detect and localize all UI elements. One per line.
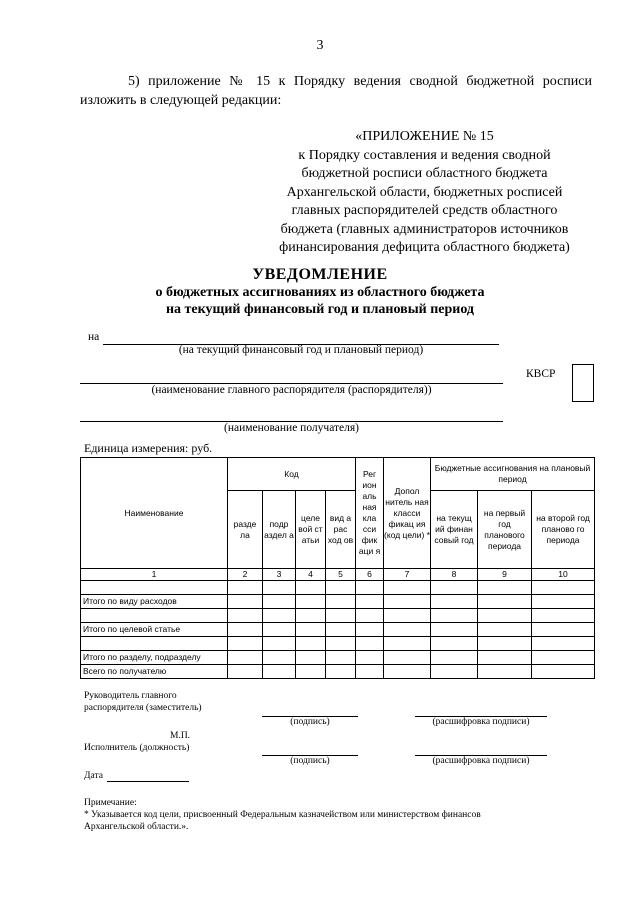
header-section: разде ла (228, 491, 263, 569)
head-label-2: распорядителя (заместитель) (84, 703, 202, 713)
title-main: УВЕДОМЛЕНИЕ (252, 266, 388, 283)
col-number: 5 (326, 569, 356, 581)
kvsr-label: КВСР (526, 368, 556, 380)
col-number: 10 (532, 569, 595, 581)
head-label-1: Руководитель главного (84, 691, 177, 701)
appendix-header (262, 128, 587, 258)
appendix-line: бюджетной росписи областного бюджета (301, 166, 548, 181)
na-label: на (88, 331, 100, 343)
header-target: целе вой ст атьи (296, 491, 326, 569)
note-line-1: * Указывается код цели, присвоенный Федеральным казначейством или министерством финансов (84, 810, 481, 820)
title-sub-2: на текущий финансовый год и плановый период (165, 302, 475, 317)
distributor-caption: (наименование главного распорядителя (распорядителя)) (151, 384, 432, 396)
header-code: Код (228, 458, 356, 491)
col-number: 9 (478, 569, 532, 581)
header-allocations: Бюджетные ассигнования на плановый период (431, 458, 595, 491)
table-row (81, 651, 595, 665)
col-number: 1 (81, 569, 228, 581)
head-label (84, 690, 202, 714)
appendix-line: к Порядку составления и ведения сводной (298, 147, 551, 163)
col-number: 4 (296, 569, 326, 581)
header-first-year: на первый год планового периода (478, 491, 532, 569)
header-additional: Допол нитель ная класси фикац ия (код цели) * (384, 458, 431, 569)
appendix-line: Архангельской области, бюджетных росписей (286, 184, 563, 200)
executor-name-caption: (расшифровка подписи) (432, 756, 530, 766)
row-label: Итого по виду расходов (81, 595, 228, 609)
col-number: 3 (263, 569, 296, 581)
intro-paragraph (80, 72, 592, 110)
stamp-label: М.П. (170, 731, 191, 741)
table-row (81, 623, 595, 637)
table-row (81, 609, 595, 623)
table-row (81, 665, 595, 679)
unit-line: Единица измерения: руб. (84, 441, 213, 455)
document-title (0, 266, 640, 319)
col-number: 6 (356, 569, 384, 581)
period-caption: (на текущий финансовый год и плановый период) (178, 344, 424, 356)
table-row (81, 637, 595, 651)
date-line (107, 781, 189, 782)
header-name: Наименование (81, 458, 228, 569)
head-signature-caption: (подпись) (290, 717, 330, 727)
intro-line-2: изложить в следующей редакции: (80, 93, 282, 108)
appendix-line: финансирования дефицита областного бюджета) (279, 240, 570, 255)
col-number: 2 (228, 569, 263, 581)
col-number: 7 (384, 569, 431, 581)
header-exptype: вид а рас ход ов (326, 491, 356, 569)
recipient-caption: (наименование получателя) (223, 422, 360, 434)
page-number: 3 (316, 38, 324, 53)
executor-signature-caption: (подпись) (290, 756, 330, 766)
executor-label: Исполнитель (должность) (84, 743, 190, 753)
header-regional: Рег ион аль ная кла сси фик аци я (356, 458, 384, 569)
col-number: 8 (431, 569, 478, 581)
kvsr-box (572, 364, 594, 402)
header-current-year: на текущ ий финан совый год (431, 491, 478, 569)
title-sub-1: о бюджетных ассигнованиях из областного бюджета (155, 284, 485, 300)
note-title: Примечание: (84, 798, 137, 808)
header-subsection: подр аздел а (263, 491, 296, 569)
table-row (81, 581, 595, 595)
head-name-caption: (расшифровка подписи) (432, 717, 530, 727)
row-label: Итого по целевой статье (81, 623, 228, 637)
header-second-year: на второй год планово го периода (532, 491, 595, 569)
intro-line-1: 5) приложение № 15 к Порядку ведения сводной бюджетной росписи (128, 74, 592, 89)
note (84, 797, 481, 833)
row-label: Всего по получателю (81, 665, 228, 679)
appendix-line: «ПРИЛОЖЕНИЕ № 15 (355, 129, 494, 144)
note-line-2: Архангельской области.». (84, 822, 189, 832)
row-label: Итого по разделу, подразделу (81, 651, 228, 665)
appendix-line: бюджета (главных администраторов источников (280, 221, 569, 237)
allocations-table (80, 457, 595, 679)
date-label: Дата (84, 771, 103, 781)
table-row (81, 595, 595, 609)
appendix-line: главных распорядителей средств областного (291, 203, 558, 218)
